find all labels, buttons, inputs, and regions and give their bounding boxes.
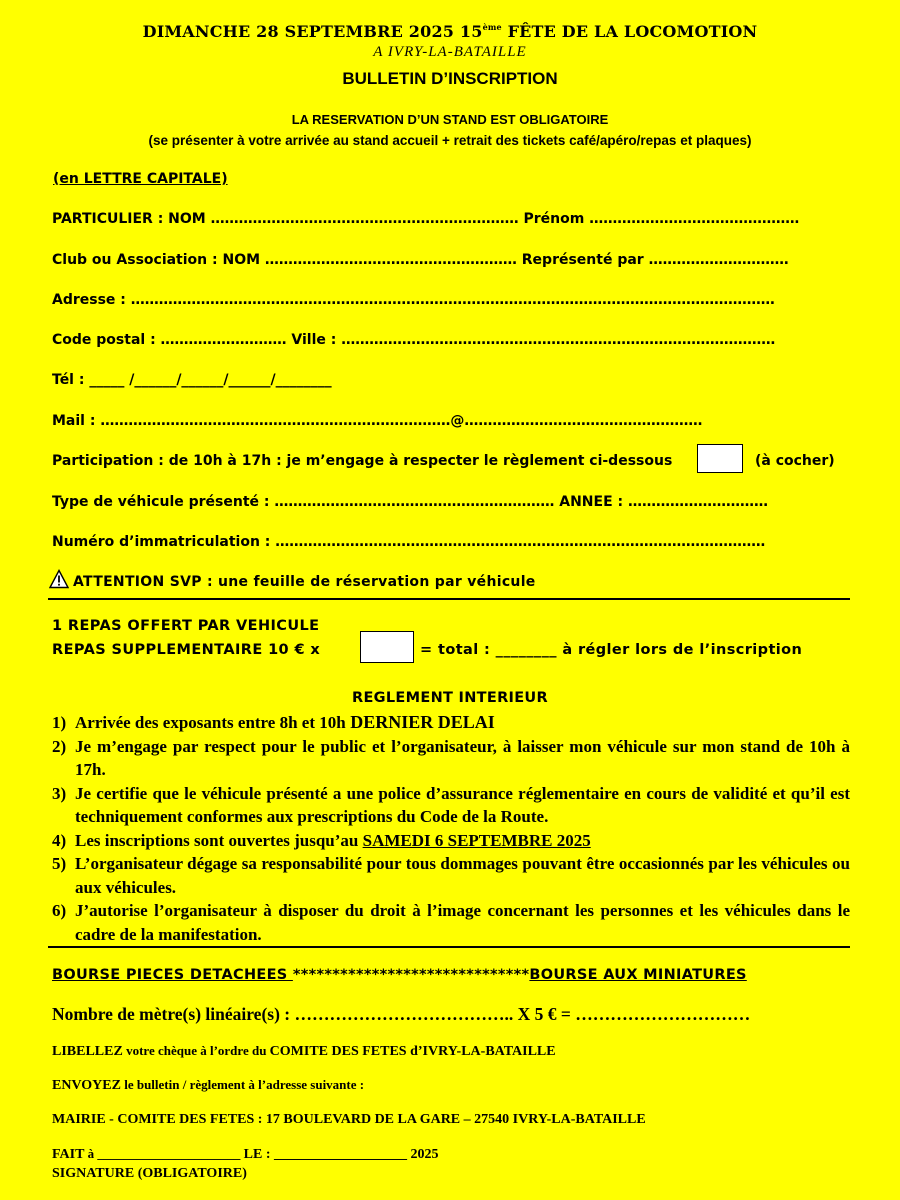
reglement-item-emphasis: DERNIER DELAI xyxy=(345,712,495,732)
reglement-item xyxy=(52,782,850,829)
capitals-note: (en LETTRE CAPITALE) xyxy=(53,171,228,187)
fait-place-field[interactable]: à ______________________ xyxy=(84,1146,244,1161)
bourse-line xyxy=(52,967,747,983)
libellez-line xyxy=(52,1043,556,1060)
event-title xyxy=(0,22,900,41)
attention-notice: ATTENTION SVP : une feuille de réservation par véhicule xyxy=(73,574,536,590)
arrival-notice: (se présenter à votre arrivée au stand accueil + retrait des tickets café/apéro/repas et plaques) xyxy=(148,133,752,148)
event-title-name: FÊTE DE LA LOCOMOTION xyxy=(501,22,758,41)
envoyez-line xyxy=(52,1077,364,1094)
event-location: A IVRY-LA-BATAILLE xyxy=(373,44,527,60)
vehicule-field[interactable]: Type de véhicule présenté : …………………………………………………… ANNEE : ………………………… xyxy=(52,494,768,510)
envoyez-text: le bulletin / règlement à l’adresse suivante : xyxy=(120,1077,365,1092)
particulier-field[interactable]: PARTICULIER : NOM ………………………………………………………… Prénom ……………………………………… xyxy=(52,211,800,227)
reglement-item-number: 6) xyxy=(52,901,67,920)
reglement-item-text: L’organisateur dégage sa responsabilité pour tous dommages pouvant être occasionnés par les véhicules ou aux véhicules. xyxy=(75,854,850,897)
code-postal-field[interactable]: Code postal : ……………………… Ville : ………………………………………………………………………………… xyxy=(52,332,776,348)
divider xyxy=(48,946,850,948)
reglement-item-number: 2) xyxy=(52,736,67,756)
divider xyxy=(48,598,850,600)
metres-field[interactable]: Nombre de mètre(s) linéaire(s) : ……………………………….. X 5 € = ………………………… xyxy=(52,1004,751,1024)
reglement-list xyxy=(52,711,850,946)
reglement-item xyxy=(52,829,850,853)
reglement-item-number: 1) xyxy=(52,713,67,732)
participation-check-label: (à cocher) xyxy=(755,453,835,469)
envoyez-keyword: ENVOYEZ xyxy=(52,1078,121,1093)
tel-field[interactable]: Tél : _____ /______/______/______/________ xyxy=(52,372,332,388)
libellez-keyword: LIBELLEZ xyxy=(52,1044,123,1059)
reglement-item xyxy=(52,735,850,782)
reglement-item-text: Je m’engage par respect pour le public et l’organisateur, à laisser mon véhicule sur mon stand de 10h à 17h. xyxy=(75,736,850,779)
participation-checkbox[interactable] xyxy=(697,444,743,473)
reglement-item-text: J’autorise l’organisateur à disposer du droit à l’image concernant les personnes et les véhicules dans le cadre de la manifestation. xyxy=(75,901,850,944)
participation-text: Participation : de 10h à 17h : je m’engage à respecter le règlement ci-dessous xyxy=(52,453,673,469)
club-field[interactable]: Club ou Association : NOM ……………………………………………… Représenté par ………………………… xyxy=(52,252,789,268)
reglement-item-number: 4) xyxy=(52,830,67,850)
libellez-text: votre chèque à l’ordre du xyxy=(122,1043,270,1058)
event-title-date: DIMANCHE 28 SEPTEMBRE 2025 15 xyxy=(142,22,483,41)
reglement-item xyxy=(52,852,850,899)
repas-supplement-label: REPAS SUPPLEMENTAIRE 10 € x xyxy=(52,642,321,658)
reglement-item-text: Arrivée des exposants entre 8h et 10h xyxy=(75,713,346,732)
form-heading: BULLETIN D’INSCRIPTION xyxy=(342,69,558,88)
reglement-item-text: Je certifie que le véhicule présenté a une police d’assurance réglementaire en cours de validité et qu’il est techniquement conformes aux prescriptions du Code de la Route. xyxy=(75,783,850,826)
reglement-item-text: Les inscriptions sont ouvertes jusqu’au xyxy=(75,830,363,850)
bourse-separator: ****************************** xyxy=(292,967,530,983)
libellez-payee: COMITE DES FETES d’IVRY-LA-BATAILLE xyxy=(269,1044,556,1059)
reglement-item-number: 3) xyxy=(52,783,67,803)
mail-field[interactable]: Mail : …………………………………………………………………@…………………………………………… xyxy=(52,413,703,429)
signature-label: SIGNATURE (OBLIGATOIRE) xyxy=(52,1166,247,1181)
event-title-sup: ème xyxy=(482,22,502,32)
reglement-item-number: 5) xyxy=(52,854,67,873)
bourse-pieces-label: BOURSE PIECES DETACHEES xyxy=(52,967,293,983)
reservation-notice: LA RESERVATION D’UN STAND EST OBLIGATOIRE xyxy=(291,112,609,127)
reglement-item xyxy=(52,711,850,735)
repas-quantity-box[interactable] xyxy=(360,631,414,663)
reglement-item xyxy=(52,899,850,946)
reglement-item-emphasis: SAMEDI 6 SEPTEMBRE 2025 xyxy=(362,830,591,850)
fait-line[interactable] xyxy=(52,1146,439,1163)
bourse-miniatures-label: BOURSE AUX MINIATURES xyxy=(529,967,747,983)
repas-total[interactable]: = total : ________ à régler lors de l’inscription xyxy=(420,642,803,658)
adresse-field[interactable]: Adresse : ………………………………………………………………………………………………………………………… xyxy=(52,292,775,308)
repas-offert: 1 REPAS OFFERT PAR VEHICULE xyxy=(52,618,320,634)
immatriculation-field[interactable]: Numéro d’immatriculation : …………………………………………………………………………………………… xyxy=(52,534,766,550)
reglement-title: REGLEMENT INTERIEUR xyxy=(352,690,548,706)
fait-date-field[interactable]: LE : ___________________ 2025 xyxy=(243,1147,439,1162)
warning-icon xyxy=(49,569,69,589)
mailing-address: MAIRIE - COMITE DES FETES : 17 BOULEVARD DE LA GARE – 27540 IVRY-LA-BATAILLE xyxy=(52,1112,646,1127)
fait-keyword: FAIT xyxy=(52,1147,85,1162)
